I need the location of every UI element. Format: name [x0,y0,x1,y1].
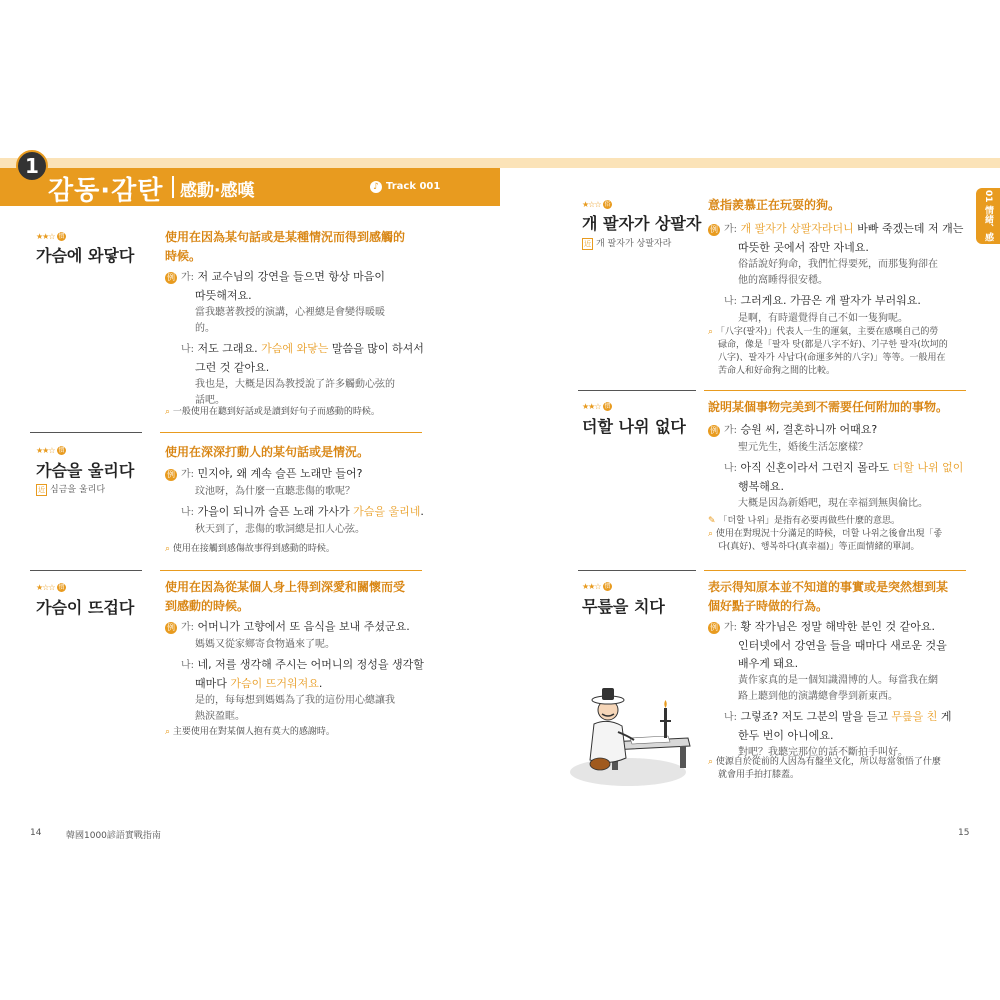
usage-note: ✎ 「더할 나위」是指有必要再做些什麼的意思。 ⌕ 使用在對現況十分滿足的時候，더할 나위之後會出現「좋 다(真好)、행복하다(真幸福)」等正面情緒的單詞。 [708,516,943,552]
search-icon: ⌕ [708,757,714,767]
usage-note: ⌕ 使用在接觸到感傷故事得到感動的時候。 [165,544,335,554]
example-icon: 例 [167,623,175,632]
divider [160,432,422,433]
divider [578,570,696,571]
difficulty-stars: ★★☆ 慣 [36,232,64,241]
difficulty-stars: ★☆☆ 慣 [36,583,64,592]
similar-expression: 近 개 팔자가 상팔자라 [584,239,672,249]
example-block: 例 가: 어머니가 고향에서 또 음식을 보내 주셨군요. 媽媽又從家鄉寄食物過來了呢。 나: 네, 저를 생각해 주시는 어머니의 정성을 생각할 때마다 가슴이 뜨거워져요. 是的，每每想到媽媽為了我的這份用心總讓我 熱淚盈眶。 [167,620,424,722]
search-icon: ⌕ [165,544,171,554]
headword: 가슴이 뜨겁다 [36,598,135,617]
title-divider [172,176,174,198]
similar-expression: 近 심금을 울리다 [38,485,106,495]
divider [704,570,966,571]
search-icon: ⌕ [165,407,171,417]
example-icon: 例 [167,273,175,282]
section-title-chinese: 感動·感嘆 [180,181,255,201]
headword: 가슴을 울리다 [36,461,135,480]
example-block: 例 가: 황 작가님은 정말 해박한 분인 것 같아요. 인터넷에서 강연을 들을 때마다 새로운 것을 배우게 돼요. 黃作家真的是一個知識淵博的人。每當我在網 路上聽到他的演講總會學到新東西。 나: 그렇죠? 저도 그분의 말을 듣고 무릎을 친 게 한두 번이 아니에요. 對吧？我聽完那位的話不斷拍手叫好。 [710,620,952,758]
divider [30,432,142,433]
headword: 가슴에 와닿다 [36,246,135,265]
definition: 使用在深深打動人的某句話或是情況。 [165,445,370,459]
headword: 무릎을 치다 [582,597,665,616]
usage-note: ⌕ 一般使用在聽到好話或是讀到好句子而感動的時候。 [165,407,380,417]
definition: 使用在因為某句話或是某種情況而得到感觸的 時候。 [165,230,406,263]
page-number-left: 14 [30,828,42,838]
usage-note: ⌕ 使源自於從前的人因為有盤坐文化，所以每當領悟了什麼 就會用手拍打膝蓋。 [708,757,941,780]
scholar-illustration [568,680,702,790]
note-icon: ✎ [708,516,716,526]
example-icon: 例 [167,470,175,479]
audio-track-label[interactable]: Track 001 [386,181,441,192]
headword: 더할 나위 없다 [582,417,686,436]
divider [160,570,422,571]
example-icon: 例 [710,225,718,234]
definition: 說明某個事物完美到不需要任何附加的事物。 [708,400,949,414]
search-icon: ⌕ [165,727,171,737]
example-block: 例 가: 민지야, 왜 계속 슬픈 노래만 들어? 玟池呀，為什麼一直聽悲傷的歌呢？ 나: 가을이 되니까 슬픈 노래 가사가 가슴을 울리네. 秋天到了，悲傷的歌詞總是扣人心弦。 [167,467,424,535]
header-stripe [0,158,1000,168]
divider [578,390,696,391]
audio-track-icon[interactable]: ♪ [370,181,382,193]
divider [30,570,142,571]
example-icon: 例 [710,623,718,632]
difficulty-stars: ★★☆ 慣 [582,402,610,411]
usage-note: ⌕ 「八字(팔자)」代表人一生的運氣，主要在感嘆自己的勞 碌命，像是「팔자 탓(都是八字不好)、기구한 팔자(坎坷的 八字)、팔자가 사납다(命運多舛的八字)」等等。一般用在 苦命人和好命狗之間的比較。 [708,327,948,376]
section-title-korean: 감동·감탄 [48,176,164,206]
divider [704,390,966,391]
definition: 意指羨慕正在玩耍的狗。 [708,198,841,212]
example-icon: 例 [710,426,718,435]
example-block: 例 가: 승원 씨, 결혼하니까 어때요? 聖元先生，婚後生活怎麼樣？ 나: 아직 신혼이라서 그런지 몰라도 더할 나위 없이 행복해요. 大概是因為新婚吧，現在幸福到無與倫比。 [710,423,964,509]
example-block: 例 가: 개 팔자가 상팔자라더니 바빠 죽겠는데 저 개는 따뜻한 곳에서 잠만 자네요. 俗話說好狗命，我們忙得要死，而那隻狗卻在 他的窩睡得很安穩。 나: 그러게요. 가끔은 개 팔자가 부러워요. 是啊，有時還覺得自己不如一隻狗呢。 [710,222,964,324]
definition: 使用在因為從某個人身上得到深愛和關懷而受 到感動的時候。 [165,580,406,613]
search-icon: ⌕ [708,327,714,337]
difficulty-stars: ★★☆ 慣 [582,582,610,591]
book-title: 韓國1000諺語實戰指南 [66,831,161,841]
search-icon: ⌕ [708,529,714,539]
definition: 表示得知原本並不知道的事實或是突然想到某 個好點子時做的行為。 [708,580,949,613]
section-number: 1 [16,150,48,182]
difficulty-stars: ★★☆ 慣 [36,446,64,455]
chapter-side-tab: 01 情緒、感官 [976,188,1000,244]
difficulty-stars: ★☆☆ 俗 [582,200,610,209]
page-number-right: 15 [958,828,970,838]
usage-note: ⌕ 主要使用在對某個人抱有莫大的感謝時。 [165,727,335,737]
headword: 개 팔자가 상팔자 [582,214,702,233]
example-block: 例 가: 저 교수님의 강연을 들으면 항상 마음이 따뜻해져요. 當我聽著教授的演講，心裡總是會變得暖暖 的。 나: 저도 그래요. 가슴에 와닿는 말씀을 많이 하셔서 그런 것 같아요. 我也是，大概是因為教授說了許多觸動心弦的 話吧。 [167,270,424,406]
